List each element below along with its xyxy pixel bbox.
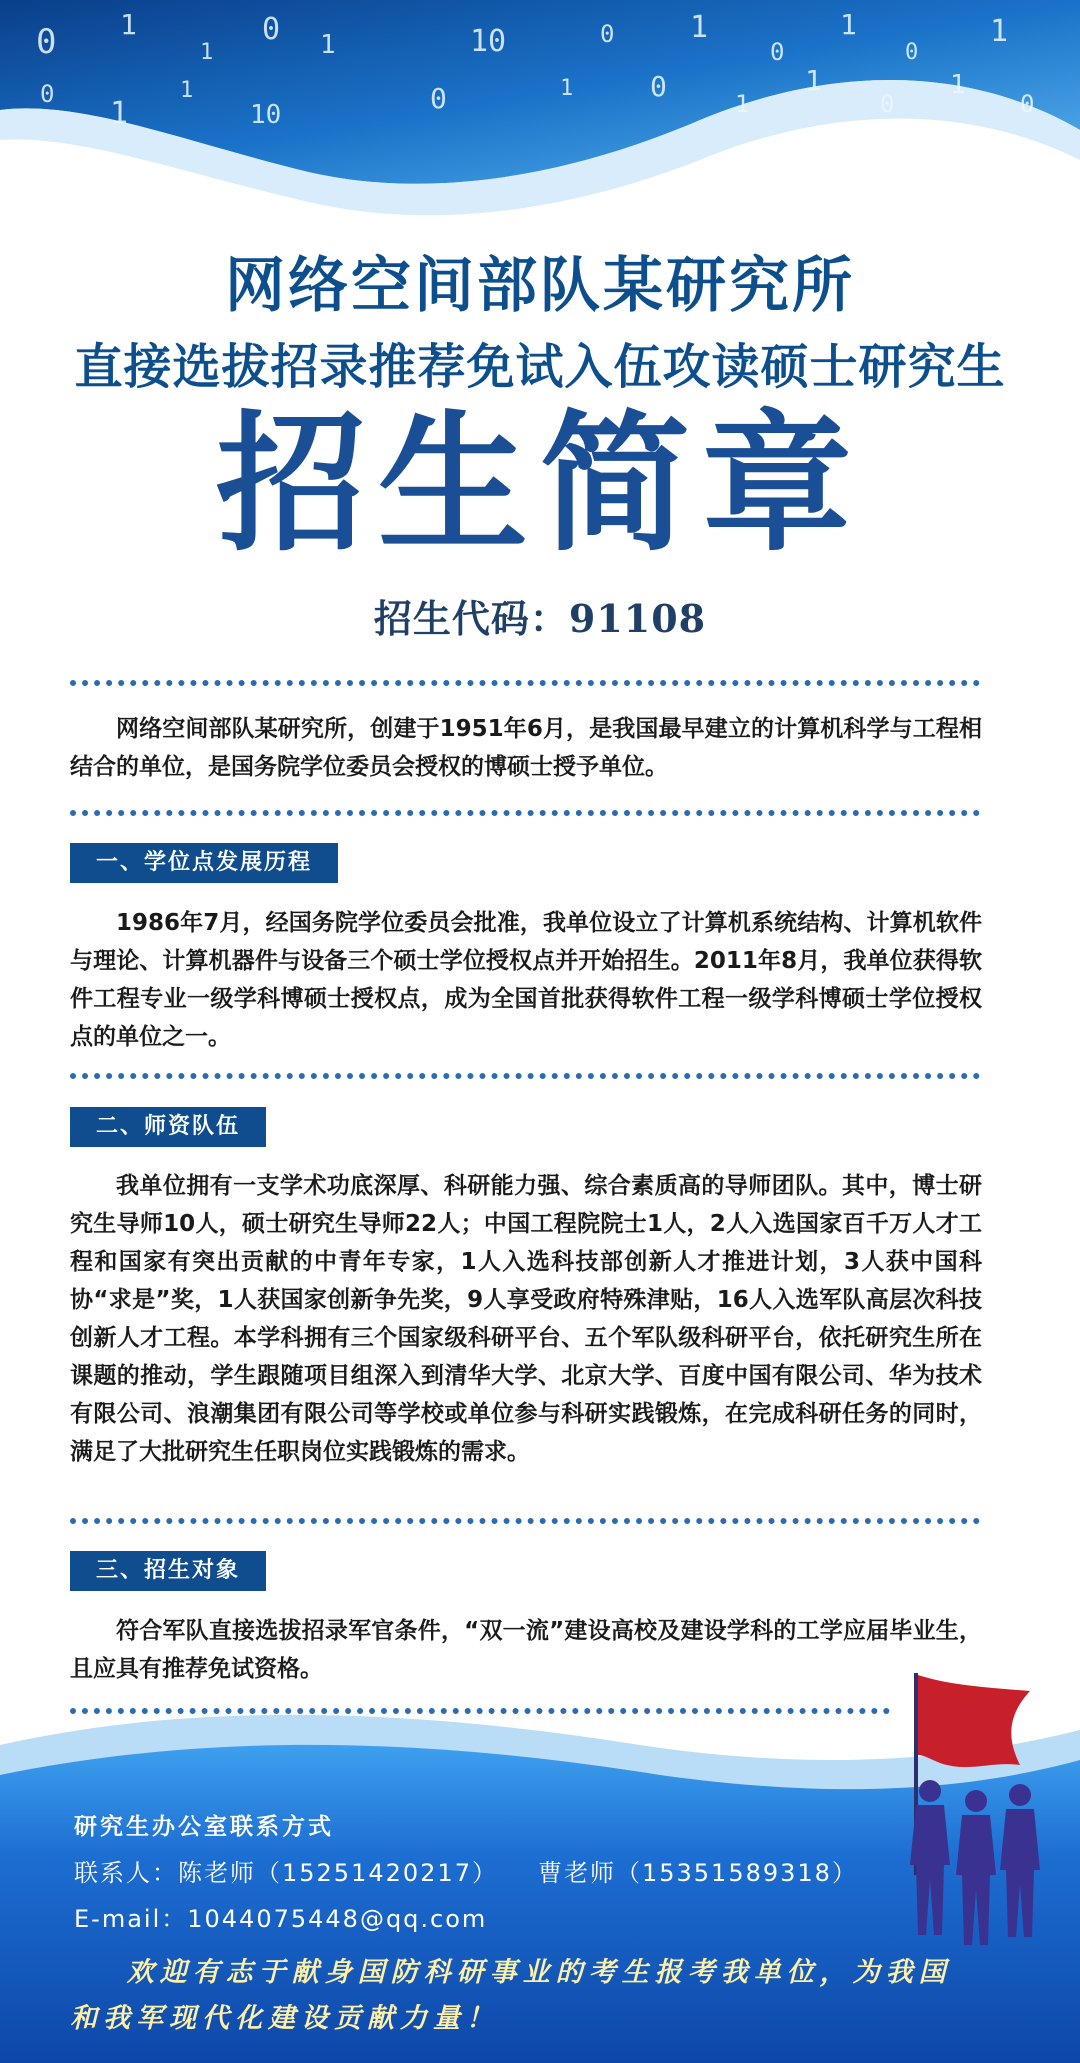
binary-digit: 1: [840, 8, 857, 41]
binary-digit: 10: [470, 24, 507, 59]
contact-person-chen: 陈老师（15251420217）: [178, 1859, 498, 1887]
binary-digit: 1: [320, 30, 336, 60]
welcome-slogan: 欢迎有志于献身国防科研事业的考生报考我单位，为我国和我军现代化建设贡献力量！: [70, 1957, 952, 2034]
binary-digit: 1: [950, 70, 966, 100]
dotted-divider: [70, 810, 980, 816]
admission-code: [0, 588, 1080, 643]
section-text-faculty: 我单位拥有一支学术功底深厚、科研能力强、综合素质高的导师团队。其中，博士研究生导师10人，硕士研究生导师22人；中国工程院院士1人，2人入选国家百千万人才工程和国家有突出贡献的中青年专家，1人入选科技部创新人才推进计划，3人获中国科协“求是”奖，1人获国家创新争先奖，9人享受政府特殊津贴，16人入选军队高层次科技创新人才工程。本学科拥有三个国家级科研平台、五个军队级科研平台，依托研究生所在课题的推动，学生跟随项目组深入到清华大学、北京大学、百度中国有限公司、华为技术有限公司、浪潮集团有限公司等学校或单位参与科研实践锻炼，在完成科研任务的同时，满足了大批研究生任职岗位实践锻炼的需求。: [70, 1173, 982, 1465]
binary-digit: 1: [560, 76, 574, 101]
contact-person-label: 联系人：: [74, 1859, 178, 1887]
dotted-divider: [70, 1518, 980, 1524]
binary-digit: 1: [735, 90, 750, 118]
section-heading-admission-target: 三、招生对象: [70, 1551, 266, 1591]
binary-code-decoration: [0, 0, 1080, 200]
admission-code-value: 91108: [568, 596, 707, 641]
contact-persons: [74, 1853, 858, 1888]
binary-digit: 10: [250, 100, 282, 130]
email-address[interactable]: 1044075448@qq.com: [187, 1905, 488, 1933]
section-text-admission-target: 符合军队直接选拔招录军官条件，“双一流”建设高校及建设学科的工学应届毕业生，且应具有推荐免试资格。: [70, 1618, 982, 1682]
dotted-divider: [70, 1708, 890, 1714]
binary-digit: 0: [262, 12, 281, 47]
institute-title: 网络空间部队某研究所: [225, 251, 855, 321]
dotted-divider: [70, 680, 980, 686]
binary-digit: 1: [990, 14, 1009, 49]
admission-code-label: 招生代码：: [373, 596, 569, 641]
binary-digit: 0: [1020, 90, 1035, 118]
dotted-divider: [70, 1073, 980, 1079]
binary-digit: 1: [690, 10, 709, 45]
binary-digit: 0: [770, 38, 785, 66]
section-heading-faculty: 二、师资队伍: [70, 1107, 266, 1147]
program-subtitle: 直接选拔招录推荐免试入伍攻读硕士研究生: [74, 339, 1006, 395]
binary-digit: 0: [905, 40, 919, 65]
contact-email: [74, 1899, 487, 1934]
contact-person-cao: 曹老师（15351589318）: [537, 1859, 858, 1887]
contact-section-title: 研究生办公室联系方式: [74, 1814, 334, 1840]
binary-digit: 1: [120, 8, 137, 41]
binary-digit: 0: [600, 20, 615, 48]
binary-digit: 1: [200, 40, 214, 65]
brochure-main-title: 招生简章: [215, 398, 864, 572]
binary-digit: 0: [650, 70, 667, 103]
binary-digit: 1: [180, 78, 194, 103]
binary-digit: 0: [430, 82, 447, 115]
binary-digit: 0: [40, 80, 55, 108]
binary-digit: 0: [36, 22, 57, 62]
section-text-degree-history: 1986年7月，经国务院学位委员会批准，我单位设立了计算机系统结构、计算机软件与理论、计算机器件与设备三个硕士学位授权点并开始招生。2011年8月，我单位获得软件工程专业一级学科博硕士授权点，成为全国首批获得软件工程一级学科博硕士学位授权点的单位之一。: [70, 910, 982, 1050]
binary-digit: 0: [880, 90, 895, 118]
section-heading-degree-history: 一、学位点发展历程: [70, 843, 338, 883]
soldiers-with-flag-icon: [880, 1665, 1060, 1965]
binary-digit: 1: [110, 96, 129, 131]
email-label: E-mail：: [74, 1905, 188, 1933]
intro-paragraph: 网络空间部队某研究所，创建于1951年6月，是我国最早建立的计算机科学与工程相结合的单位，是国务院学位委员会授权的博硕士授予单位。: [70, 716, 982, 780]
binary-digit: 1: [805, 64, 822, 97]
